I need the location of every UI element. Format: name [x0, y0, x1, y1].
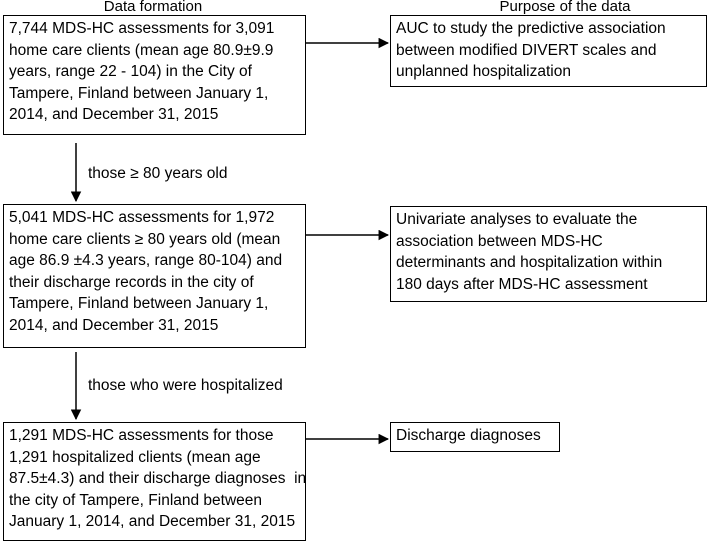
data-box-line: Tampere, Finland between January 1,: [9, 84, 269, 102]
header-data-formation: Data formation: [103, 0, 203, 15]
data-box-line: the city of Tampere, Finland between: [9, 491, 263, 509]
data-box-line: their discharge records in the city of: [9, 273, 254, 291]
purpose-box-line: AUC to study the predictive association: [396, 20, 666, 37]
flow-label-hospitalized: those who were hospitalized: [88, 377, 283, 394]
flow-label-80-plus: those ≥ 80 years old: [88, 165, 228, 182]
purpose-box-line: Discharge diagnoses: [396, 427, 541, 444]
purpose-box-line: unplanned hospitalization: [396, 63, 571, 80]
data-box-line: age 86.9 ±4.3 years, range 80-104) and: [9, 252, 283, 269]
purpose-box-line: Univariate analyses to evaluate the: [396, 211, 638, 228]
header-purpose-of-the-data: Purpose of the data: [499, 0, 631, 15]
purpose-box-line: determinants and hospitalization within: [396, 254, 663, 271]
data-box-line: Tampere, Finland between January 1,: [9, 295, 269, 312]
data-box-line: 87.5±4.3) and their discharge diagnoses in: [9, 470, 307, 487]
purpose-box-line: 180 days after MDS-HC assessment: [396, 275, 648, 293]
data-box-line: 2014, and December 31, 2015: [9, 316, 219, 334]
purpose-box-line: between modified DIVERT scales and: [396, 41, 657, 59]
data-box-line: home care clients (mean age 80.9±9.9: [9, 41, 274, 59]
data-box-line: home care clients ≥ 80 years old (mean: [9, 230, 281, 248]
data-box-line: 7,744 MDS-HC assessments for 3,091: [9, 20, 275, 37]
data-box-line: years, range 22 - 104) in the City of: [9, 63, 252, 80]
purpose-box-line: association between MDS-HC: [396, 232, 603, 250]
data-box-line: 2014, and December 31, 2015: [9, 106, 219, 123]
data-box-line: January 1, 2014, and December 31, 2015: [9, 513, 296, 530]
data-box-line: 5,041 MDS-HC assessments for 1,972: [9, 209, 275, 226]
data-box-line: 1,291 MDS-HC assessments for those: [9, 427, 274, 444]
data-box-line: 1,291 hospitalized clients (mean age: [9, 448, 261, 466]
